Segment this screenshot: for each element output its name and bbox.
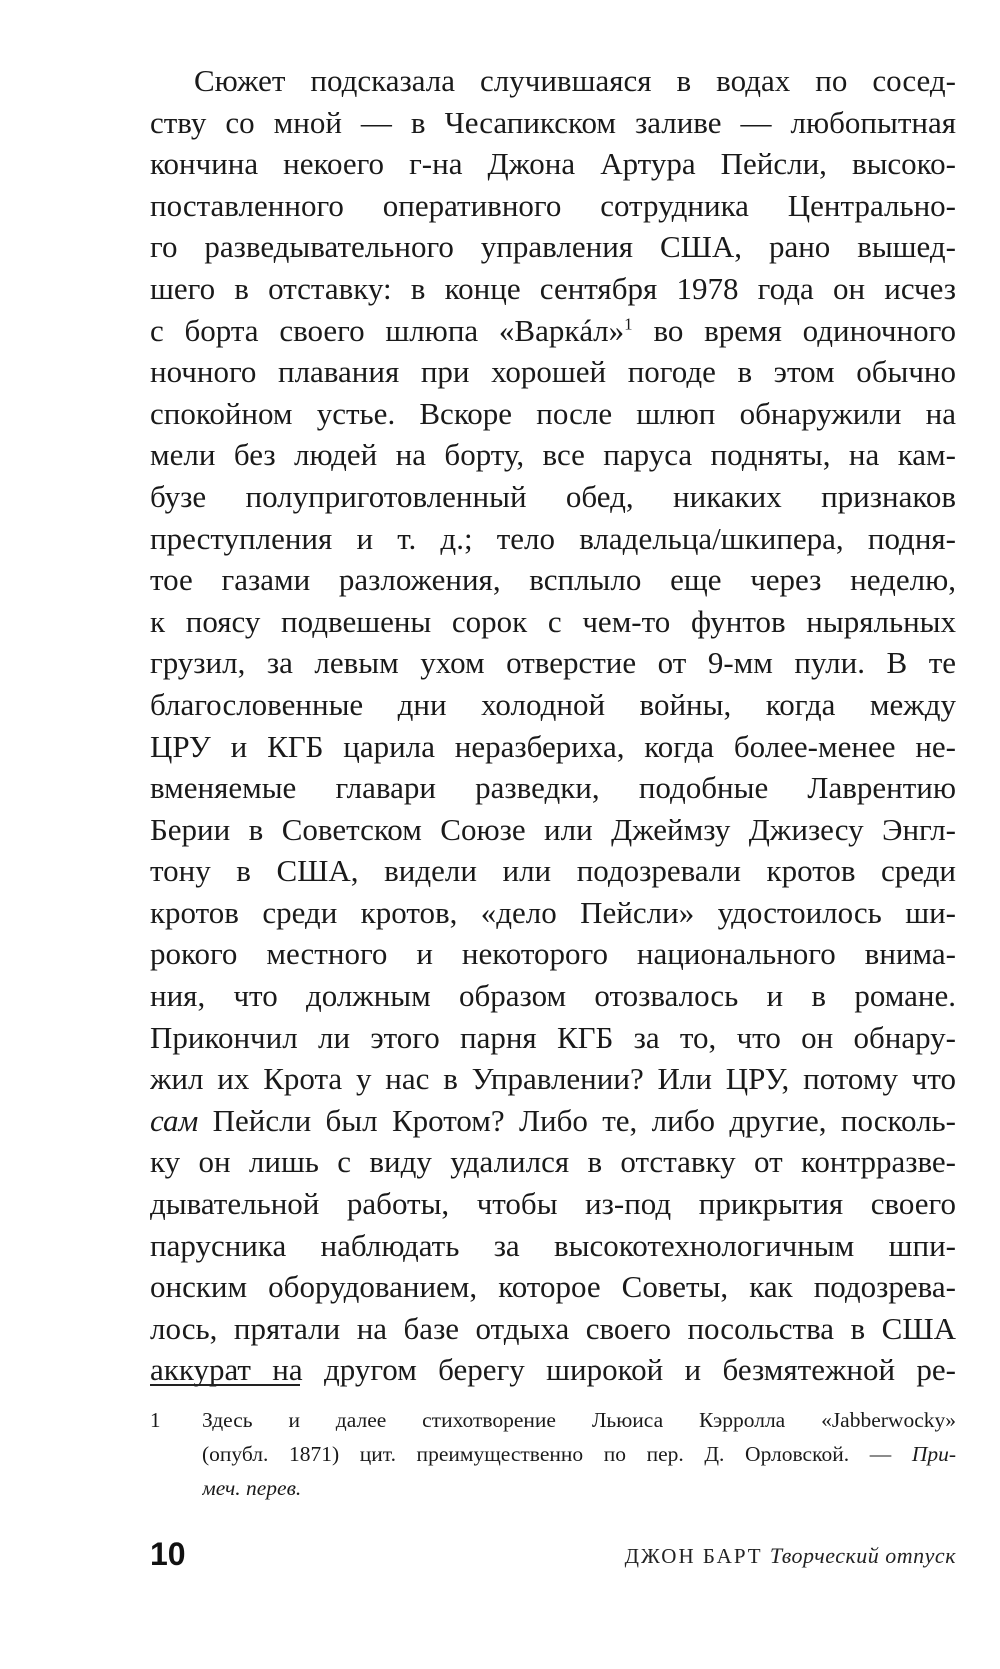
text-line: рокого местного и некоторого национального внима- (150, 936, 956, 972)
text-line: спокойном устье. Вскоре после шлюп обнаружили на (150, 395, 956, 431)
text-line: тое газами разложения, всплыло еще через неделю, (150, 562, 956, 598)
running-footer (625, 1543, 956, 1569)
text-line: Прикончил ли этого парня КГБ за то, что он обнару- (150, 1019, 956, 1055)
text-line: преступления и т. д.; тело владельца/шкипера, подня- (150, 520, 956, 556)
text-line: к поясу подвешены сорок с чем-то фунтов ныряльных (150, 603, 956, 639)
footnote-body (202, 1403, 956, 1505)
text-line: шего в отставку: в конце сентября 1978 года он исчез (150, 270, 956, 306)
text-line: бузе полуприготовленный обед, никаких признаков (150, 478, 956, 514)
page-number: 10 (150, 1536, 186, 1572)
text-line: парусника наблюдать за высокотехнологичным шпи- (150, 1227, 956, 1263)
footnote-line: Здесь и далее стихотворение Льюиса Кэрролла «Jabberwocky» (202, 1408, 956, 1432)
text-line: жил их Крота у нас в Управлении? Или ЦРУ, потому что (150, 1061, 956, 1097)
text-line: кончина некоего г-на Джона Артура Пейсли, высоко- (150, 146, 956, 182)
text-line: тону в США, видели или подозревали кротов среди (150, 853, 956, 889)
text-line: Сюжет подсказала случившаяся в водах по сосед- (194, 63, 956, 98)
main-text (150, 60, 956, 1391)
text-line: поставленного оперативного сотрудника Центрально- (150, 187, 956, 223)
footnote-ref[interactable]: 1 (624, 314, 633, 334)
footnote-number: 1 (150, 1408, 161, 1432)
text-line: ния, что должным образом отозвалось и в романе. (150, 978, 956, 1014)
text-line: кротов среди кротов, «дело Пейсли» удостоилось ши- (150, 894, 956, 930)
italic-word: сам (150, 1102, 199, 1138)
text-line: ЦРУ и КГБ царила неразбериха, когда более-менее не- (150, 728, 956, 764)
running-title: Творческий отпуск (769, 1543, 956, 1568)
text-line: лось, прятали на базе отдыха своего посольства в США (150, 1310, 956, 1346)
text-line: Берии в Советском Союзе или Джеймзу Джизесу Энгл- (150, 811, 956, 847)
text-line: дывательной работы, чтобы из-под прикрытия своего (150, 1186, 956, 1222)
text-line: онским оборудованием, которое Советы, как подозрева- (150, 1269, 956, 1305)
text-line: благословенные дни холодной войны, когда между (150, 686, 956, 722)
text-line: вменяемые главари разведки, подобные Лаврентию (150, 770, 956, 806)
text-line: ку он лишь с виду удалился в отставку от контрразве- (150, 1144, 956, 1180)
footnote (150, 1403, 956, 1505)
text-line: грузил, за левым ухом отверстие от 9-мм пули. В те (150, 645, 956, 681)
text-line: ству со мной — в Чесапикском заливе — любопытная (150, 104, 956, 140)
footnote-line: (опубл. 1871) цит. преимущественно по пер. Д. Орловской. — При- (202, 1442, 956, 1466)
text-line: аккурат на другом берегу широкой и безмятежной ре- (150, 1352, 956, 1388)
footnote-line: меч. перев. (202, 1476, 302, 1500)
text-line: сам Пейсли был Кротом? Либо те, либо другие, посколь- (150, 1102, 956, 1138)
text-line: го разведывательного управления США, рано вышед- (150, 229, 956, 265)
text-line: ночного плавания при хорошей погоде в этом обычно (150, 354, 956, 390)
footnote-divider (150, 1384, 300, 1386)
running-author: ДЖОН БАРТ (624, 1544, 763, 1568)
text-line: мели без людей на борту, все паруса подняты, на кам- (150, 437, 956, 473)
text-line: с борта своего шлюпа «Варкáл»$^1$ во время одиночного (150, 312, 956, 348)
